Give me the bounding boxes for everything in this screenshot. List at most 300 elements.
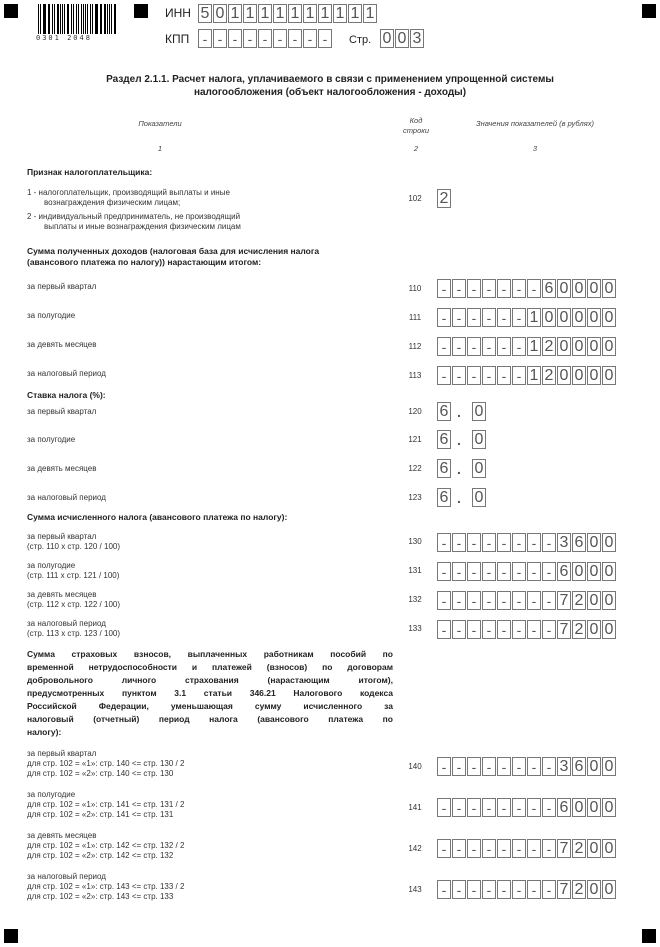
income-field-110-cell[interactable]: 0 [572, 279, 586, 298]
insurance-field-142-cell[interactable]: - [437, 839, 451, 858]
taxpayer-option-1-line2: вознаграждения физическим лицам; [44, 198, 181, 207]
insurance-field-142-cell[interactable]: 7 [557, 839, 571, 858]
insurance-field-143-cell[interactable]: - [467, 880, 481, 899]
income-field-113[interactable] [437, 366, 617, 385]
income-field-113-cell[interactable]: 1 [527, 366, 541, 385]
rate-separator: . [457, 461, 461, 477]
tax-heading: Сумма исчисленного налога (авансового платежа по налогу): [27, 512, 288, 522]
kpp-field-cell[interactable]: - [318, 29, 332, 48]
kpp-field-cell[interactable]: - [213, 29, 227, 48]
rate-field-int-121[interactable] [437, 430, 452, 449]
tax-field-130-cell[interactable]: 3 [557, 533, 571, 552]
tax-field-133-cell[interactable]: 7 [557, 620, 571, 639]
col-header-values: Значения показателей (в рублях) [476, 119, 594, 128]
section-title-line2: налогообложения (объект налогообложения - доходы) [193, 87, 467, 98]
insurance-field-141-cell[interactable]: - [482, 798, 496, 817]
insurance-field-141-cell[interactable]: - [497, 798, 511, 817]
income-field-113-cell[interactable]: - [437, 366, 451, 385]
rate-frac-cell[interactable]: 0 [472, 402, 486, 421]
inn-label: ИНН [165, 6, 191, 20]
income-field-110-cell[interactable]: - [512, 279, 526, 298]
col-number-3: 3 [532, 144, 538, 153]
income-field-113-cell[interactable]: - [482, 366, 496, 385]
tax-field-132-cell[interactable]: 2 [572, 591, 586, 610]
barcode-stripe [49, 4, 50, 34]
tax-field-131-cell[interactable]: - [437, 562, 451, 581]
insurance-row-label [27, 749, 184, 779]
insurance-field-141-cell[interactable]: - [467, 798, 481, 817]
income-field-112-cell[interactable]: - [497, 337, 511, 356]
income-field-111-cell[interactable]: - [467, 308, 481, 327]
insurance-field-143-cell[interactable]: 0 [587, 880, 601, 899]
tax-field-131-cell[interactable]: - [497, 562, 511, 581]
tax-field-130-cell[interactable]: - [512, 533, 526, 552]
insurance-field-141-cell[interactable]: 0 [602, 798, 616, 817]
insurance-field-143-cell[interactable]: - [497, 880, 511, 899]
insurance-field-143-cell[interactable]: - [527, 880, 541, 899]
insurance-field-143-cell[interactable]: - [512, 880, 526, 899]
income-field-113-cell[interactable]: - [497, 366, 511, 385]
barcode-stripe [115, 4, 116, 34]
barcode-stripe [114, 4, 115, 34]
tax-row-title: за девять месяцев [27, 590, 97, 599]
income-row-label: за девять месяцев [27, 340, 97, 349]
income-field-110-cell[interactable]: - [482, 279, 496, 298]
tax-field-132[interactable] [437, 591, 617, 610]
tax-field-132-cell[interactable]: 0 [587, 591, 601, 610]
insurance-field-142-cell[interactable]: - [512, 839, 526, 858]
inn-field-cell[interactable]: 1 [303, 4, 317, 23]
insurance-row-title: за налоговый период [27, 872, 106, 881]
rate-heading: Ставка налога (%): [27, 390, 106, 400]
tax-row-formula: (стр. 112 х стр. 122 / 100) [27, 600, 121, 609]
kpp-field-cell[interactable]: - [198, 29, 212, 48]
barcode-stripe [52, 4, 53, 34]
insurance-row-title: за девять месяцев [27, 831, 97, 840]
kpp-field-cell[interactable]: - [243, 29, 257, 48]
insurance-field-141-cell[interactable]: 0 [572, 798, 586, 817]
income-field-110[interactable] [437, 279, 617, 298]
barcode-stripe [60, 4, 61, 34]
insurance-heading-line: Сумма страховых взносов, выплаченных работникам пособий по [27, 649, 393, 659]
tax-field-130-cell[interactable]: - [542, 533, 556, 552]
rate-row-label: за налоговый период [27, 493, 106, 502]
barcode-stripe [48, 4, 49, 34]
tax-field-133-cell[interactable]: - [542, 620, 556, 639]
insurance-field-142-cell[interactable]: - [482, 839, 496, 858]
barcode-stripe [78, 4, 79, 34]
income-field-111-cell[interactable]: 0 [542, 308, 556, 327]
insurance-field-143-cell[interactable]: - [542, 880, 556, 899]
insurance-field-142[interactable] [437, 839, 617, 858]
tax-field-131-cell[interactable]: - [467, 562, 481, 581]
corner-marker-bottom-left [4, 929, 18, 943]
income-field-111-cell[interactable]: - [452, 308, 466, 327]
income-field-113-cell[interactable]: 0 [572, 366, 586, 385]
insurance-field-140-cell[interactable]: 6 [572, 757, 586, 776]
income-field-112-cell[interactable]: - [452, 337, 466, 356]
income-field-110-cell[interactable]: - [452, 279, 466, 298]
rate-field-frac-121[interactable] [472, 430, 487, 449]
page-label: Стр. [349, 34, 372, 46]
insurance-row-rule2: для стр. 102 = «2»: стр. 142 <= стр. 132 [27, 851, 174, 860]
barcode-stripe [101, 4, 102, 34]
inn-field-cell[interactable]: 1 [363, 4, 377, 23]
tax-field-131-cell[interactable]: - [527, 562, 541, 581]
tax-row-formula: (стр. 113 х стр. 123 / 100) [27, 629, 121, 638]
barcode-stripe [76, 4, 77, 34]
insurance-row-label [27, 872, 184, 902]
insurance-field-142-cell[interactable]: - [497, 839, 511, 858]
rate-frac-cell[interactable]: 0 [472, 459, 486, 478]
income-field-112-cell[interactable]: 0 [557, 337, 571, 356]
tax-field-130-cell[interactable]: - [527, 533, 541, 552]
barcode-stripe [40, 4, 41, 34]
income-field-112-cell[interactable]: 0 [602, 337, 616, 356]
rate-row-label: за первый квартал [27, 407, 97, 416]
rate-separator: . [457, 432, 461, 448]
insurance-field-141[interactable] [437, 798, 617, 817]
code-131: 131 [408, 566, 422, 575]
corner-marker-top-mid [134, 4, 148, 18]
income-field-113-cell[interactable]: - [467, 366, 481, 385]
insurance-field-141-cell[interactable]: - [437, 798, 451, 817]
rate-separator: . [457, 490, 461, 506]
col-header-code-line2: строки [403, 126, 429, 135]
barcode-stripe [54, 4, 55, 34]
rate-int-cell[interactable]: 6 [437, 488, 451, 507]
col-header-indicators: Показатели [138, 119, 182, 128]
rate-separator: . [457, 404, 461, 420]
income-field-112-cell[interactable]: - [467, 337, 481, 356]
col-header-code-line1: Код [409, 116, 423, 125]
kpp-field[interactable] [198, 29, 333, 48]
income-field-112-cell[interactable]: - [512, 337, 526, 356]
barcode-stripe [73, 4, 75, 34]
barcode-stripe [96, 4, 97, 34]
insurance-field-140-cell[interactable]: - [467, 757, 481, 776]
income-heading [27, 246, 319, 268]
income-heading-line2: (авансового платежа по налогу)) нарастающим итогом: [27, 257, 262, 267]
code-133: 133 [408, 624, 422, 633]
tax-row-title: за первый квартал [27, 532, 97, 541]
barcode-stripe [71, 4, 72, 34]
income-field-110-cell[interactable]: 0 [557, 279, 571, 298]
tax-row-label [27, 561, 119, 581]
income-field-111-cell[interactable]: - [482, 308, 496, 327]
insurance-field-143-cell[interactable]: 2 [572, 880, 586, 899]
insurance-field-140-cell[interactable]: 0 [602, 757, 616, 776]
kpp-field-cell[interactable]: - [258, 29, 272, 48]
insurance-field-143-cell[interactable]: - [482, 880, 496, 899]
page-number-field-cell[interactable]: 0 [395, 29, 409, 48]
kpp-field-cell[interactable]: - [228, 29, 242, 48]
kpp-field-cell[interactable]: - [273, 29, 287, 48]
insurance-field-142-cell[interactable]: - [452, 839, 466, 858]
insurance-field-140-cell[interactable]: - [512, 757, 526, 776]
barcode-stripe [87, 4, 89, 34]
col-header-code [396, 116, 436, 136]
tax-field-133-cell[interactable]: - [527, 620, 541, 639]
income-field-110-cell[interactable]: - [497, 279, 511, 298]
income-field-111-cell[interactable]: 0 [602, 308, 616, 327]
rate-int-cell[interactable]: 6 [437, 402, 451, 421]
tax-field-133-cell[interactable]: 0 [587, 620, 601, 639]
barcode-stripe [68, 4, 69, 34]
inn-field-cell[interactable]: 1 [333, 4, 347, 23]
rate-field-frac-122[interactable] [472, 459, 487, 478]
insurance-row-label [27, 831, 184, 861]
tax-field-133-cell[interactable]: - [512, 620, 526, 639]
tax-field-132-cell[interactable]: - [527, 591, 541, 610]
tax-field-130-cell[interactable]: 6 [572, 533, 586, 552]
insurance-field-141-cell[interactable]: 6 [557, 798, 571, 817]
tax-row-title: за полугодие [27, 561, 76, 570]
taxpayer-option-1-line1: 1 - налогоплательщик, производящий выплаты и иные [27, 188, 230, 197]
income-row-label: за полугодие [27, 311, 76, 320]
tax-field-132-cell[interactable]: 7 [557, 591, 571, 610]
insurance-field-140-cell[interactable]: - [452, 757, 466, 776]
income-field-110-cell[interactable]: 0 [602, 279, 616, 298]
insurance-field-140-cell[interactable]: 0 [587, 757, 601, 776]
tax-field-130-cell[interactable]: - [497, 533, 511, 552]
insurance-field-140-cell[interactable]: 3 [557, 757, 571, 776]
taxpayer-sign-cell[interactable]: 2 [437, 189, 451, 208]
insurance-field-140-cell[interactable]: - [527, 757, 541, 776]
income-row-label: за первый квартал [27, 282, 97, 291]
income-field-110-cell[interactable]: 0 [587, 279, 601, 298]
income-field-112-cell[interactable]: - [482, 337, 496, 356]
income-field-112-cell[interactable]: 0 [572, 337, 586, 356]
tax-field-131-cell[interactable]: 0 [572, 562, 586, 581]
tax-row-label [27, 590, 120, 610]
income-field-111-cell[interactable]: - [437, 308, 451, 327]
code-102: 102 [408, 194, 422, 203]
income-field-111-cell[interactable]: - [512, 308, 526, 327]
tax-field-131-cell[interactable]: - [452, 562, 466, 581]
rate-field-int-122[interactable] [437, 459, 452, 478]
income-field-113-cell[interactable]: - [452, 366, 466, 385]
income-field-112-cell[interactable]: - [437, 337, 451, 356]
tax-field-131-cell[interactable]: 0 [602, 562, 616, 581]
corner-marker-top-left [4, 4, 18, 18]
kpp-field-cell[interactable]: - [303, 29, 317, 48]
rate-int-cell[interactable]: 6 [437, 430, 451, 449]
tax-row-label [27, 619, 120, 639]
barcode-stripe [95, 4, 96, 34]
income-field-110-cell[interactable]: 6 [542, 279, 556, 298]
code-121: 121 [408, 435, 422, 444]
insurance-field-141-cell[interactable]: - [542, 798, 556, 817]
income-field-111-cell[interactable]: 0 [557, 308, 571, 327]
insurance-field-142-cell[interactable]: 0 [587, 839, 601, 858]
code-132: 132 [408, 595, 422, 604]
tax-field-132-cell[interactable]: - [512, 591, 526, 610]
insurance-field-142-cell[interactable]: - [527, 839, 541, 858]
rate-frac-cell[interactable]: 0 [472, 488, 486, 507]
insurance-field-141-cell[interactable]: - [452, 798, 466, 817]
kpp-label: КПП [165, 32, 190, 46]
tax-field-131[interactable] [437, 562, 617, 581]
income-field-112-cell[interactable]: 0 [587, 337, 601, 356]
inn-field-cell[interactable]: 0 [213, 4, 227, 23]
tax-field-133-cell[interactable]: 0 [602, 620, 616, 639]
rate-field-int-120[interactable] [437, 402, 452, 421]
income-field-113-cell[interactable]: 2 [542, 366, 556, 385]
insurance-field-140[interactable] [437, 757, 617, 776]
barcode-stripe [92, 4, 93, 34]
income-field-113-cell[interactable]: - [512, 366, 526, 385]
inn-field-cell[interactable]: 1 [228, 4, 242, 23]
income-field-113-cell[interactable]: 0 [557, 366, 571, 385]
income-field-113-cell[interactable]: 0 [602, 366, 616, 385]
tax-field-130-cell[interactable]: 0 [587, 533, 601, 552]
tax-field-130-cell[interactable]: - [437, 533, 451, 552]
insurance-row-title: за полугодие [27, 790, 76, 799]
income-field-110-cell[interactable]: - [467, 279, 481, 298]
tax-field-132-cell[interactable]: - [497, 591, 511, 610]
inn-field-cell[interactable]: 1 [273, 4, 287, 23]
income-field-113-cell[interactable]: 0 [587, 366, 601, 385]
income-field-110-cell[interactable]: - [527, 279, 541, 298]
tax-field-131-cell[interactable]: 6 [557, 562, 571, 581]
inn-field-cell[interactable]: 1 [348, 4, 362, 23]
income-field-111-cell[interactable]: 0 [572, 308, 586, 327]
inn-field-cell[interactable]: 1 [318, 4, 332, 23]
page-number-field-cell[interactable]: 3 [410, 29, 424, 48]
code-140: 140 [408, 762, 422, 771]
tax-field-132-cell[interactable]: - [452, 591, 466, 610]
income-field-112-cell[interactable]: 2 [542, 337, 556, 356]
tax-field-133[interactable] [437, 620, 617, 639]
insurance-field-143-cell[interactable]: 7 [557, 880, 571, 899]
tax-field-132-cell[interactable]: - [437, 591, 451, 610]
insurance-row-rule1: для стр. 102 = «1»: стр. 142 <= стр. 132 / 2 [27, 841, 185, 850]
tax-field-133-cell[interactable]: - [497, 620, 511, 639]
tax-field-131-cell[interactable]: - [542, 562, 556, 581]
rate-field-frac-120[interactable] [472, 402, 487, 421]
taxpayer-option-2-line1: 2 - индивидуальный предприниматель, не производящий [27, 212, 241, 221]
insurance-field-142-cell[interactable]: 2 [572, 839, 586, 858]
code-123: 123 [408, 493, 422, 502]
tax-field-130-cell[interactable]: - [452, 533, 466, 552]
barcode-stripe [62, 4, 63, 34]
income-field-111[interactable] [437, 308, 617, 327]
taxpayer-sign-field[interactable] [437, 189, 452, 208]
insurance-field-141-cell[interactable]: - [527, 798, 541, 817]
barcode-stripe [67, 4, 68, 34]
tax-field-133-cell[interactable]: - [452, 620, 466, 639]
inn-field-cell[interactable]: 1 [243, 4, 257, 23]
insurance-heading-line: налоговый (отчетный) период налога (авансового платежа по [27, 714, 393, 724]
barcode [38, 4, 118, 34]
insurance-field-143[interactable] [437, 880, 617, 899]
tax-field-133-cell[interactable]: - [467, 620, 481, 639]
income-field-110-cell[interactable]: - [437, 279, 451, 298]
tax-field-130-cell[interactable]: 0 [602, 533, 616, 552]
code-142: 142 [408, 844, 422, 853]
tax-field-132-cell[interactable]: - [542, 591, 556, 610]
kpp-field-cell[interactable]: - [288, 29, 302, 48]
insurance-field-141-cell[interactable]: 0 [587, 798, 601, 817]
inn-field-cell[interactable]: 1 [288, 4, 302, 23]
barcode-stripe [64, 4, 65, 34]
tax-field-131-cell[interactable]: - [512, 562, 526, 581]
insurance-field-142-cell[interactable]: - [467, 839, 481, 858]
rate-int-cell[interactable]: 6 [437, 459, 451, 478]
tax-field-132-cell[interactable]: - [467, 591, 481, 610]
insurance-field-141-cell[interactable]: - [512, 798, 526, 817]
barcode-number: 0301 2048 [36, 34, 92, 42]
insurance-field-143-cell[interactable]: 0 [602, 880, 616, 899]
insurance-field-143-cell[interactable]: - [452, 880, 466, 899]
inn-field-cell[interactable]: 5 [198, 4, 212, 23]
income-field-111-cell[interactable]: 1 [527, 308, 541, 327]
rate-field-frac-123[interactable] [472, 488, 487, 507]
income-field-111-cell[interactable]: 0 [587, 308, 601, 327]
tax-field-130-cell[interactable]: - [482, 533, 496, 552]
insurance-field-143-cell[interactable]: - [437, 880, 451, 899]
inn-field-cell[interactable]: 1 [258, 4, 272, 23]
insurance-field-142-cell[interactable]: - [542, 839, 556, 858]
barcode-stripe [44, 4, 46, 34]
insurance-field-140-cell[interactable]: - [437, 757, 451, 776]
income-field-112-cell[interactable]: 1 [527, 337, 541, 356]
insurance-row-rule2: для стр. 102 = «2»: стр. 141 <= стр. 131 [27, 810, 174, 819]
tax-field-133-cell[interactable]: - [437, 620, 451, 639]
rate-row-label: за полугодие [27, 435, 76, 444]
insurance-heading-line: временной нетрудоспособности и платежей (взносов) по договорам [27, 662, 393, 672]
tax-field-133-cell[interactable]: 2 [572, 620, 586, 639]
code-111: 111 [408, 313, 422, 322]
rate-frac-cell[interactable]: 0 [472, 430, 486, 449]
tax-field-131-cell[interactable]: 0 [587, 562, 601, 581]
income-field-111-cell[interactable]: - [497, 308, 511, 327]
insurance-heading-line: Российской Федерации, уменьшающая сумму исчисленного за [27, 701, 393, 711]
income-field-112[interactable] [437, 337, 617, 356]
tax-row-title: за налоговый период [27, 619, 106, 628]
tax-field-130[interactable] [437, 533, 617, 552]
rate-field-int-123[interactable] [437, 488, 452, 507]
insurance-field-140-cell[interactable]: - [497, 757, 511, 776]
barcode-stripe [38, 4, 39, 34]
taxpayer-option-2-line2: выплаты и иные вознаграждения физическим лицам [44, 222, 241, 231]
insurance-row-label [27, 790, 184, 820]
insurance-field-140-cell[interactable]: - [482, 757, 496, 776]
code-110: 110 [408, 284, 422, 293]
page-number-field-cell[interactable]: 0 [380, 29, 394, 48]
tax-row-formula: (стр. 110 х стр. 120 / 100) [27, 542, 121, 551]
inn-field[interactable] [198, 4, 378, 23]
tax-field-132-cell[interactable]: 0 [602, 591, 616, 610]
income-heading-line1: Сумма полученных доходов (налоговая база для исчисления налога [27, 246, 320, 256]
insurance-row-rule1: для стр. 102 = «1»: стр. 141 <= стр. 131 / 2 [27, 800, 185, 809]
col-number-2: 2 [413, 144, 419, 153]
rate-row-label: за девять месяцев [27, 464, 97, 473]
page-number-field[interactable] [380, 29, 425, 48]
barcode-stripe [111, 4, 112, 34]
insurance-row-rule2: для стр. 102 = «2»: стр. 143 <= стр. 133 [27, 892, 174, 901]
tax-field-130-cell[interactable]: - [467, 533, 481, 552]
insurance-field-142-cell[interactable]: 0 [602, 839, 616, 858]
code-143: 143 [408, 885, 422, 894]
taxpayer-sign-heading: Признак налогоплательщика: [27, 167, 153, 177]
tax-field-132-cell[interactable]: - [482, 591, 496, 610]
tax-field-133-cell[interactable]: - [482, 620, 496, 639]
tax-field-131-cell[interactable]: - [482, 562, 496, 581]
barcode-stripe [57, 4, 59, 34]
insurance-field-140-cell[interactable]: - [542, 757, 556, 776]
